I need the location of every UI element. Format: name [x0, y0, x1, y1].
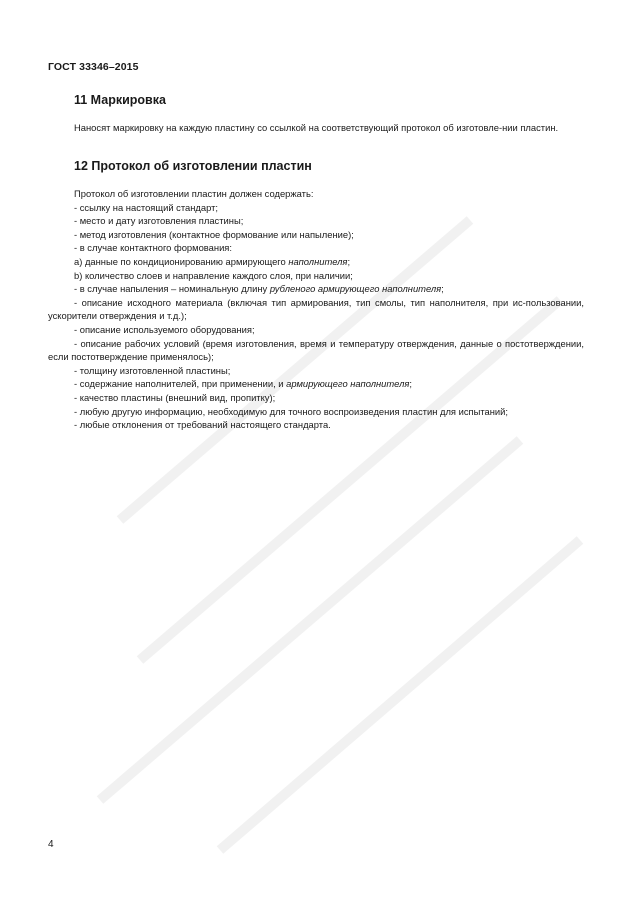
list-item: - качество пластины (внешний вид, пропитку); — [74, 391, 276, 403]
list-item: - ссылку на настоящий стандарт; — [74, 201, 219, 213]
section-marking — [48, 93, 584, 144]
section-title-fabrication-report: 12 Протокол об изготовлении пластин — [74, 159, 312, 173]
list-item: - описание рабочих условий (время изготовления, время и температуру отверждения, данные о постотверждении, если постотверждение применялось); — [48, 337, 584, 363]
list-item-text: - в случае напыления – номинальную длину — [74, 283, 270, 295]
list-item-text: a) данные по кондиционированию армирующего — [74, 255, 289, 267]
list-item: - место и дату изготовления пластины; — [74, 215, 244, 227]
list-item: - описание используемого оборудования; — [74, 323, 255, 335]
list-item: - любую другую информацию, необходимую для точного воспроизведения пластин для испытаний; — [74, 405, 509, 417]
list-intro: Протокол об изготовлении пластин должен содержать: — [74, 188, 314, 199]
list-item: - описание исходного материала (включая тип армирования, тип смолы, тип наполнителя, при ис-пользовании, ускорители отверждения и т.д.); — [48, 296, 584, 322]
list-item — [48, 377, 584, 391]
term-emphasis: армирующего наполнителя — [286, 378, 410, 390]
list-item: b) количество слоев и направление каждого слоя, при наличии; — [74, 269, 353, 281]
term-emphasis: рубленого армирующего наполнителя — [269, 283, 442, 295]
list-item: - любые отклонения от требований настоящего стандарта. — [74, 419, 331, 431]
term-emphasis: наполнителя — [288, 255, 348, 267]
section-title-marking: 11 Маркировка — [74, 93, 166, 107]
list-item-punct: ; — [347, 255, 351, 267]
report-requirements-list — [48, 187, 584, 432]
list-item — [48, 255, 584, 269]
list-item: - метод изготовления (контактное формование или напыление); — [74, 228, 354, 240]
list-item-punct: ; — [441, 283, 444, 295]
list-item-text: - содержание наполнителей, при применении, и — [74, 378, 287, 390]
list-item-punct: ; — [409, 378, 412, 390]
page-number: 4 — [48, 839, 54, 850]
section-fabrication-report — [48, 159, 584, 432]
list-item — [48, 282, 584, 296]
document-standard-code: ГОСТ 33346–2015 — [48, 61, 139, 73]
list-item: - в случае контактного формования: — [74, 242, 232, 254]
list-item: - толщину изготовленной пластины; — [74, 364, 231, 376]
marking-paragraph: Наносят маркировку на каждую пластину со ссылкой на соответствующий протокол об изготовле-нии пластин. — [74, 122, 559, 133]
